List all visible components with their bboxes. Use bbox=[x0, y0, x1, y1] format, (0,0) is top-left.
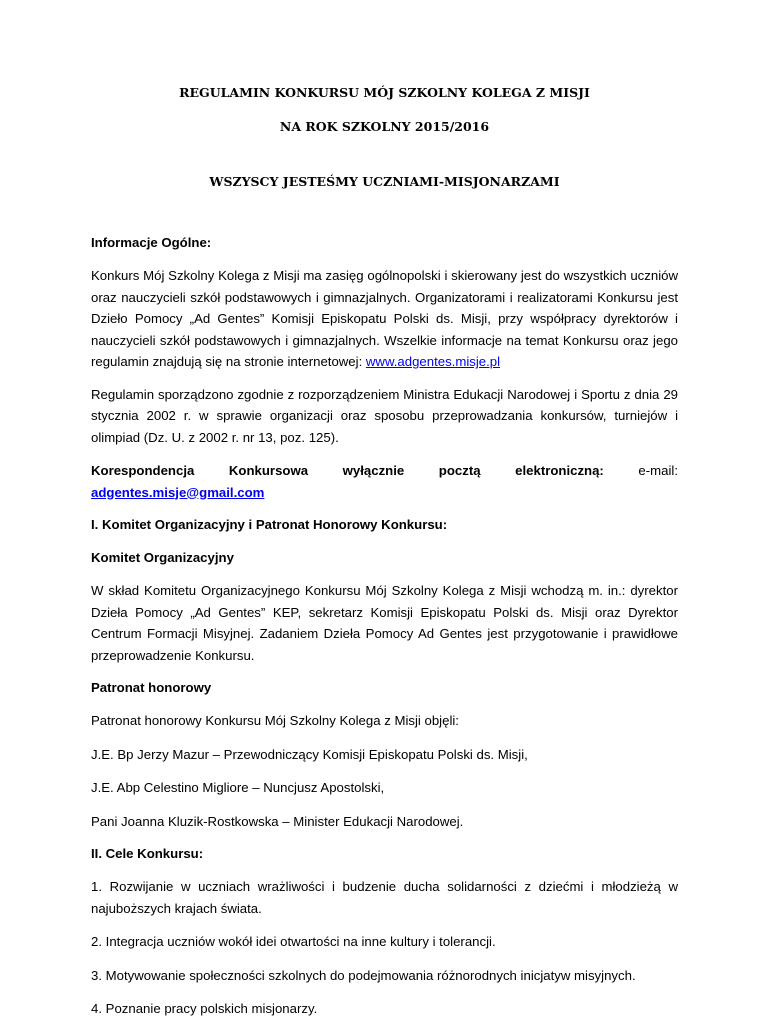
correspondence-line bbox=[91, 460, 678, 503]
patron-1: J.E. Bp Jerzy Mazur – Przewodniczący Komisji Episkopatu Polski ds. Misji, bbox=[91, 746, 528, 762]
section2-heading: II. Cele Konkursu: bbox=[91, 846, 204, 861]
email-link[interactable]: adgentes.misje@gmail.com bbox=[91, 484, 265, 500]
info-paragraph-1 bbox=[91, 265, 678, 373]
patron-3: Pani Joanna Kluzik-Rostkowska – Minister Edukacji Narodowej. bbox=[91, 813, 464, 829]
committee-heading: Komitet Organizacyjny bbox=[91, 550, 234, 565]
website-link[interactable]: www.adgentes.misje.pl bbox=[365, 354, 501, 369]
goal-3: 3. Motywowanie społeczności szkolnych do podejmowania różnorodnych inicjatyw misyjnych. bbox=[91, 967, 636, 983]
info-heading: Informacje Ogólne: bbox=[91, 235, 212, 250]
correspondence-prefix: e-mail: bbox=[603, 463, 678, 478]
goal-1: 1. Rozwijanie w uczniach wrażliwości i budzenie ducha solidarności z dziećmi i młodzieżą w najuboższych krajach świata. bbox=[91, 879, 678, 916]
doc-title-line1: REGULAMIN KONKURSU MÓJ SZKOLNY KOLEGA Z MISJI bbox=[179, 85, 590, 100]
patronage-intro: Patronat honorowy Konkursu Mój Szkolny Kolega z Misji objęli: bbox=[91, 713, 459, 728]
info-paragraph-1-text: Konkurs Mój Szkolny Kolega z Misji ma zasięg ogólnopolski i skierowany jest do wszystkich uczniów oraz nauczycieli szkół podstawowych i gimnazjalnych. Organizatorami i realizatorami Konkursu jest Dzieło Pomocy „Ad Gentes” Komisji Episkopatu Polski ds. Misji, przy współpracy dyrektorów i nauczycieli szkół podstawowych i gimnazjalnych. Wszelkie informacje na temat Konkursu oraz jego regulamin znajdują się na stronie internetowej: bbox=[91, 268, 678, 369]
info-paragraph-2: Regulamin sporządzono zgodnie z rozporządzeniem Ministra Edukacji Narodowej i Sportu z dnia 29 stycznia 2002 r. w sprawie organizacji oraz sposobu przeprowadzania konkursów, turniejów i olimpiad (Dz. U. z 2002 r. nr 13, poz. 125). bbox=[91, 386, 678, 445]
patronage-heading: Patronat honorowy bbox=[91, 680, 212, 695]
doc-title-line2: NA ROK SZKOLNY 2015/2016 bbox=[279, 119, 490, 134]
goal-4: 4. Poznanie pracy polskich misjonarzy. bbox=[91, 1001, 318, 1016]
correspondence-label: Korespondencja Konkursowa wyłącznie pocztą elektroniczną: bbox=[91, 463, 604, 478]
goal-2: 2. Integracja uczniów wokół idei otwartości na inne kultury i tolerancji. bbox=[91, 934, 496, 949]
doc-title-line3: WSZYSCY JESTEŚMY UCZNIAMI-MISJONARZAMI bbox=[209, 174, 560, 189]
committee-paragraph: W skład Komitetu Organizacyjnego Konkursu Mój Szkolny Kolega z Misji wchodzą m. in.: dyrektor Dzieła Pomocy „Ad Gentes” KEP, sekretarz Komisji Episkopatu Polski ds. Misji oraz Dyrektor Centrum Formacji Misyjnej. Zadaniem Dzieła Pomocy Ad Gentes jest przygotowanie i prawidłowe przeprowadzenie Konkursu. bbox=[91, 583, 678, 663]
patron-2: J.E. Abp Celestino Migliore – Nuncjusz Apostolski, bbox=[91, 780, 385, 795]
section1-heading: I. Komitet Organizacyjny i Patronat Honorowy Konkursu: bbox=[91, 517, 448, 532]
